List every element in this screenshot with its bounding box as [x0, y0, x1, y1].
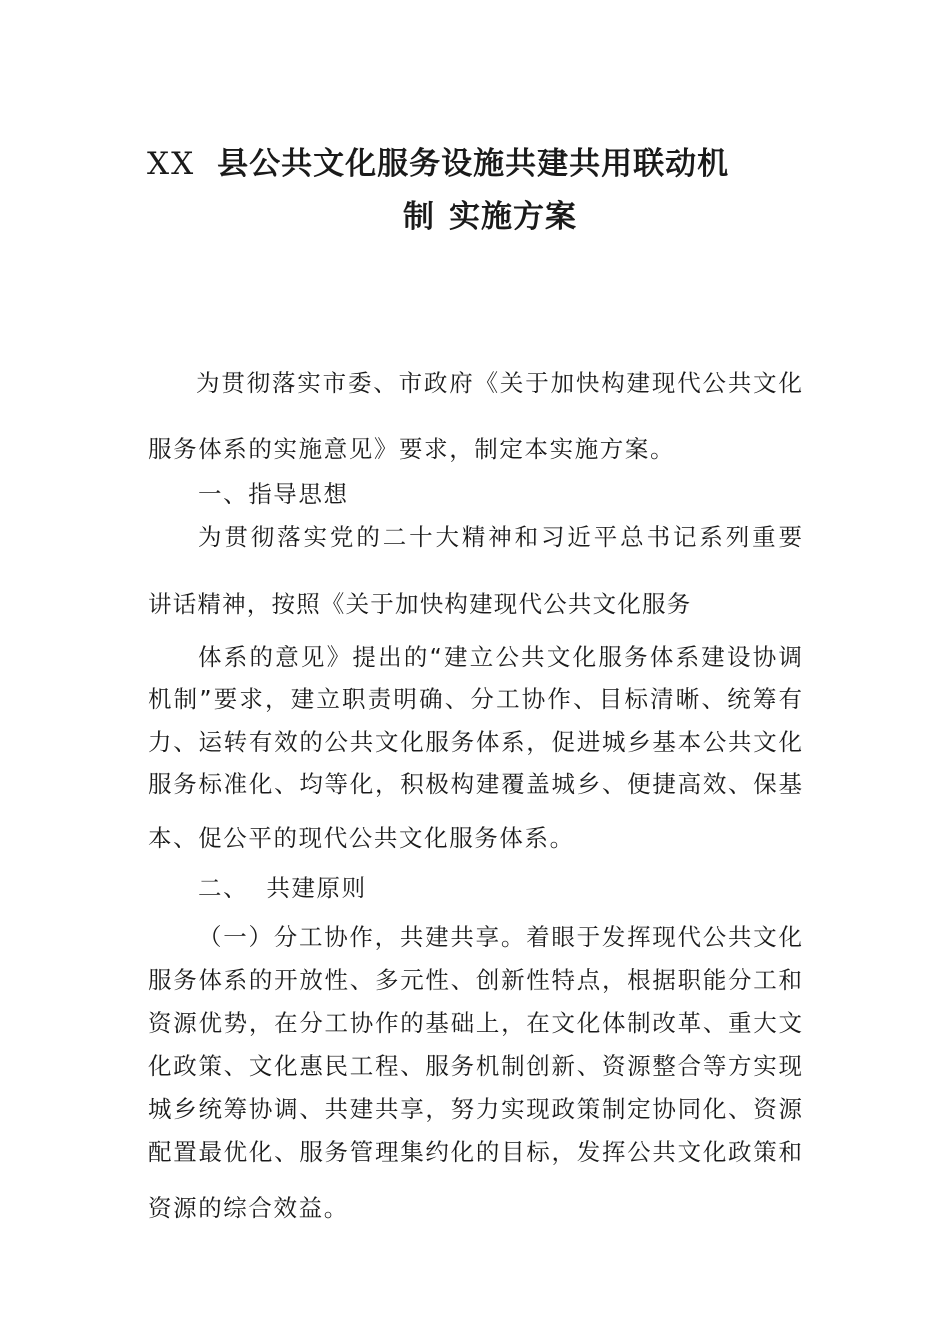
body-line: 机制”要求，建立职责明确、分工协作、目标清晰、统筹有	[148, 685, 802, 713]
title-text-2b: 实施方案	[449, 199, 577, 235]
body-line: 服务体系的实施意见》要求，制定本实施方案。	[148, 435, 676, 463]
body-line: 配置最优化、服务管理集约化的目标，发挥公共文化政策和	[148, 1138, 802, 1166]
section-heading: 二、 共建原则	[198, 874, 367, 902]
body-line: 本、促公平的现代公共文化服务体系。	[148, 824, 575, 852]
body-line: 为贯彻落实党的二十大精神和习近平总书记系列重要	[198, 523, 802, 551]
body-line: 资源优势，在分工协作的基础上，在文化体制改革、重大文	[148, 1009, 802, 1037]
document-title-line-1	[0, 144, 950, 184]
title-prefix: XX	[147, 146, 196, 182]
document-title-line-2	[0, 197, 950, 237]
body-line: 城乡统筹协调、共建共享，努力实现政策制定协同化、资源	[148, 1095, 802, 1123]
body-line: 讲话精神，按照《关于加快构建现代公共文化服务	[148, 590, 692, 618]
body-line: 资源的综合效益。	[148, 1194, 349, 1222]
section-heading: 一、指导思想	[198, 480, 349, 508]
body-line: 化政策、文化惠民工程、服务机制创新、资源整合等方实现	[148, 1052, 802, 1080]
title-text-2a: 制	[403, 199, 435, 235]
body-line: 服务体系的开放性、多元性、创新性特点，根据职能分工和	[148, 966, 802, 994]
body-line: 服务标准化、均等化，积极构建覆盖城乡、便捷高效、保基	[148, 770, 802, 798]
title-text-1: 县公共文化服务设施共建共用联动机	[217, 146, 730, 182]
body-line: （一）分工协作，共建共享。着眼于发挥现代公共文化	[198, 923, 802, 951]
body-line: 为贯彻落实市委、市政府《关于加快构建现代公共文化	[196, 369, 802, 397]
body-line: 力、运转有效的公共文化服务体系，促进城乡基本公共文化	[148, 728, 802, 756]
body-line: 体系的意见》提出的“建立公共文化服务体系建设协调	[198, 643, 802, 671]
